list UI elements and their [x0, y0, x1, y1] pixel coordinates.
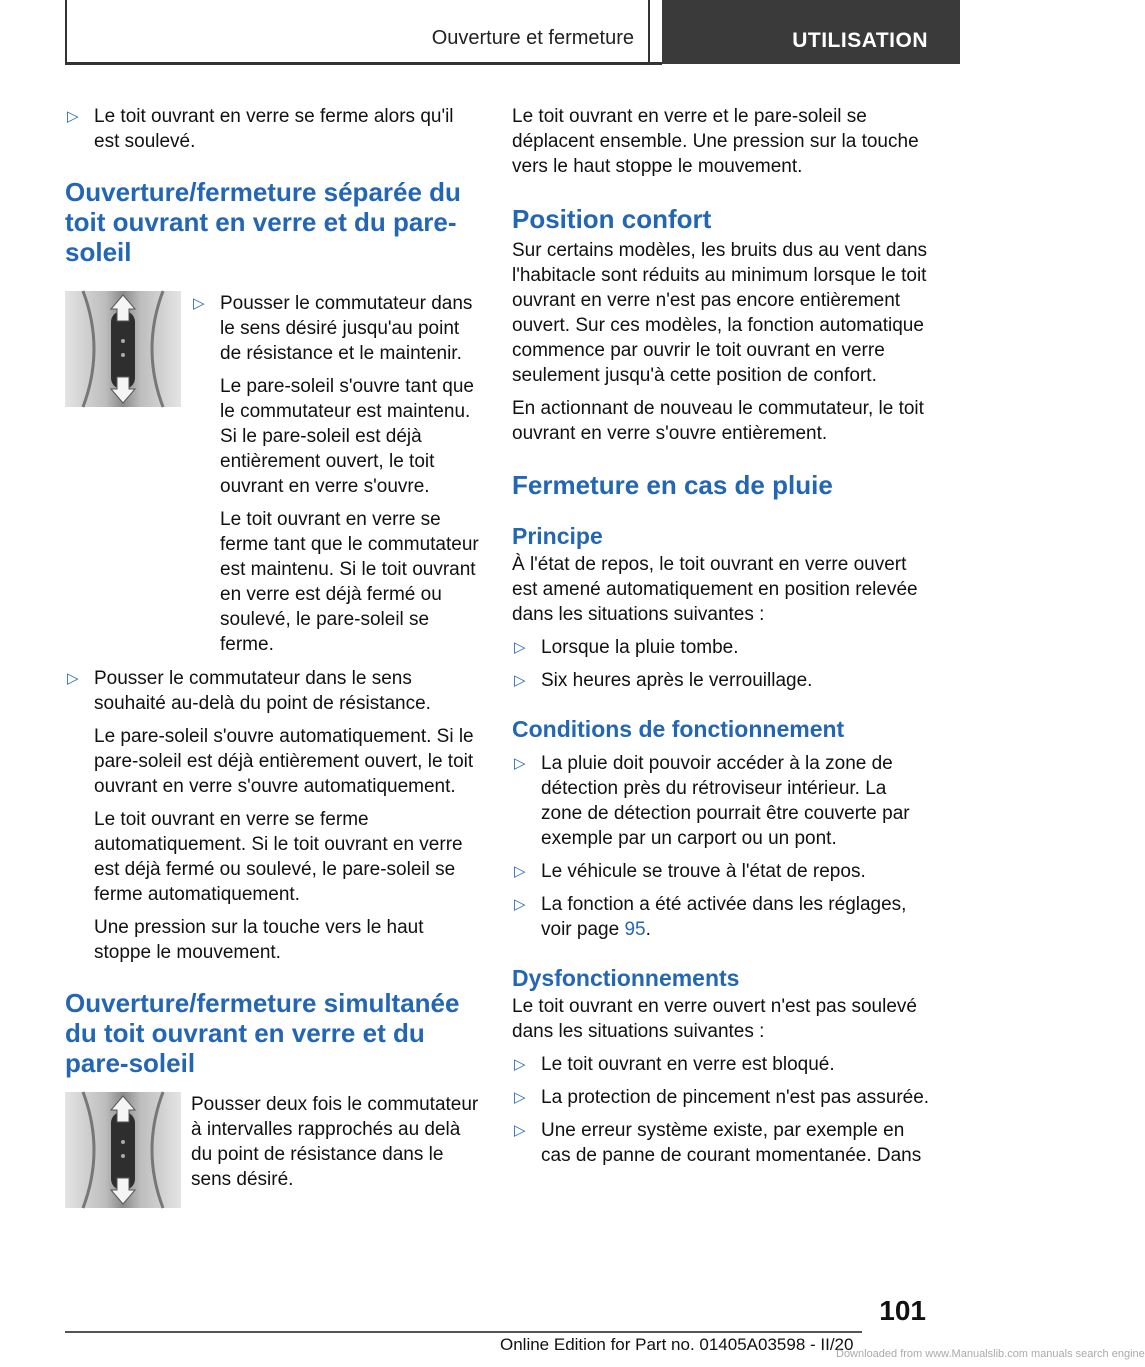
bullet-triangle-icon: ▷: [67, 108, 79, 125]
bullet-text: [541, 892, 930, 942]
bullet-subtext: Une pression sur la touche vers le haut stoppe le mouvement.: [94, 917, 424, 963]
paragraph: Le toit ouvrant en verre ouvert n'est pas soulevé dans les situations suivantes :: [512, 996, 917, 1042]
page-link[interactable]: 95: [624, 919, 646, 940]
bullet-item: [512, 892, 930, 942]
bullet-text-end: .: [645, 919, 651, 940]
left-column: [65, 104, 480, 1208]
bullet-text: Le toit ouvrant en verre est bloqué.: [541, 1054, 835, 1075]
header-left-rule: [65, 0, 67, 62]
switch-figure-block: [65, 291, 480, 657]
bullet-triangle-icon: ▷: [193, 295, 205, 312]
page-number: 101: [879, 1295, 926, 1326]
figure-text: [191, 291, 480, 657]
paragraph: À l'état de repos, le toit ouvrant en verre ouvert est amené automatiquement en position relevée dans les situations suivantes :: [512, 554, 918, 625]
header-separator: [648, 0, 650, 62]
header-bottom-rule: [65, 62, 662, 65]
bullet-text: Pousser le commutateur dans le sens désiré jusqu'au point de résistance et le maintenir.: [220, 293, 473, 364]
bullet-text: Une erreur système existe, par exemple en cas de panne de courant momentanée. Dans: [541, 1120, 922, 1166]
paragraph: Le toit ouvrant en verre et le pare-soleil se déplacent ensemble. Une pression sur la touche vers le haut stoppe le mouvement.: [512, 106, 919, 177]
bullet-text: Le toit ouvrant en verre se ferme alors qu'il est soulevé.: [94, 106, 454, 152]
bullet-item: [191, 291, 480, 657]
heading-principe: Principe: [512, 523, 603, 549]
roof-switch-image: [65, 1092, 181, 1208]
heading-separate: Ouverture/fermeture séparée du toit ouvrant en verre et du pare-soleil: [65, 177, 461, 267]
header-section-title: Ouverture et fermeture: [431, 27, 634, 49]
bullet-item: [512, 1118, 930, 1168]
bullet-text: La protection de pincement n'est pas assurée.: [541, 1087, 930, 1108]
bullet-triangle-icon: ▷: [514, 1122, 526, 1139]
bullet-item: [65, 666, 480, 965]
heading-pluie: Fermeture en cas de pluie: [512, 470, 833, 500]
heading-dysfonctionnements: Dysfonctionnements: [512, 965, 740, 991]
bullet-triangle-icon: ▷: [514, 639, 526, 656]
bullet-triangle-icon: ▷: [514, 1056, 526, 1073]
bullet-text: La pluie doit pouvoir accéder à la zone de détection près du rétroviseur intérieur. La zone de détection pourrait être couverte par exemple par un carport ou un pont.: [541, 753, 910, 849]
paragraph: En actionnant de nouveau le commutateur, le toit ouvrant en verre s'ouvre entièrement.: [512, 398, 924, 444]
bullet-triangle-icon: ▷: [514, 1089, 526, 1106]
heading-confort: Position confort: [512, 204, 712, 234]
switch-figure-block: [65, 1092, 480, 1208]
roof-switch-image: [65, 291, 181, 407]
bullet-item: [512, 1052, 930, 1077]
heading-simultaneous: Ouverture/fermeture simultanée du toit ouvrant en verre et du pare-soleil: [65, 988, 460, 1078]
bullet-item: [512, 635, 930, 660]
bullet-subtext: Le toit ouvrant en verre se ferme tant que le commutateur est maintenu. Si le toit ouvrant en verre est déjà fermé ou soulevé, le pare-soleil se ferme.: [220, 509, 479, 655]
paragraph: Sur certains modèles, les bruits dus au vent dans l'habitacle sont réduits au minimum lorsque le toit ouvrant en verre n'est pas encore entièrement ouvert. Sur ces modèles, la fonction automatique commence par ouvrir le toit ouvrant en verre seulement jusqu'à cette position de confort.: [512, 240, 928, 386]
bullet-item: [512, 751, 930, 851]
footer-edition: Online Edition for Part no. 01405A03598 - II/20: [500, 1335, 854, 1354]
bullet-item: [512, 668, 930, 693]
header-chapter-tab: UTILISATION: [662, 0, 960, 64]
bullet-subtext: Le toit ouvrant en verre se ferme automatiquement. Si le toit ouvrant en verre est déjà fermé ou soulevé, le pare-soleil se ferme automatiquement.: [94, 809, 463, 905]
bullet-triangle-icon: ▷: [514, 863, 526, 880]
bullet-triangle-icon: ▷: [67, 670, 79, 687]
bullet-text: Le véhicule se trouve à l'état de repos.: [541, 861, 866, 882]
bullet-triangle-icon: ▷: [514, 672, 526, 689]
bullet-text: Lorsque la pluie tombe.: [541, 637, 739, 658]
figure-text: [191, 1092, 480, 1208]
page-header: [0, 0, 960, 66]
footer-watermark: Downloaded from www.Manualslib.com manuals search engine: [836, 1348, 1145, 1360]
bullet-item: [512, 1085, 930, 1110]
heading-conditions: Conditions de fonctionnement: [512, 716, 845, 742]
bullet-text-main: La fonction a été activée dans les réglages, voir page: [541, 894, 907, 940]
paragraph: Pousser deux fois le commutateur à intervalles rapprochés au delà du point de résistance dans le sens désiré.: [191, 1094, 479, 1190]
bullet-text: Six heures après le verrouillage.: [541, 670, 813, 691]
bullet-subtext: Le pare-soleil s'ouvre tant que le commutateur est maintenu. Si le pare-soleil est déjà entièrement ouvert, le toit ouvrant en verre s'ouvre.: [220, 376, 474, 497]
bullet-text: Pousser le commutateur dans le sens souhaité au-delà du point de résistance.: [94, 668, 431, 714]
bullet-subtext: Le pare-soleil s'ouvre automatiquement. Si le pare-soleil est déjà entièrement ouvert, le toit ouvrant en verre s'ouvre automatiquement.: [94, 726, 474, 797]
bullet-triangle-icon: ▷: [514, 896, 526, 913]
bullet-item: [512, 859, 930, 884]
right-column: [512, 104, 930, 1168]
bullet-triangle-icon: ▷: [514, 755, 526, 772]
bullet-item: [65, 104, 480, 154]
